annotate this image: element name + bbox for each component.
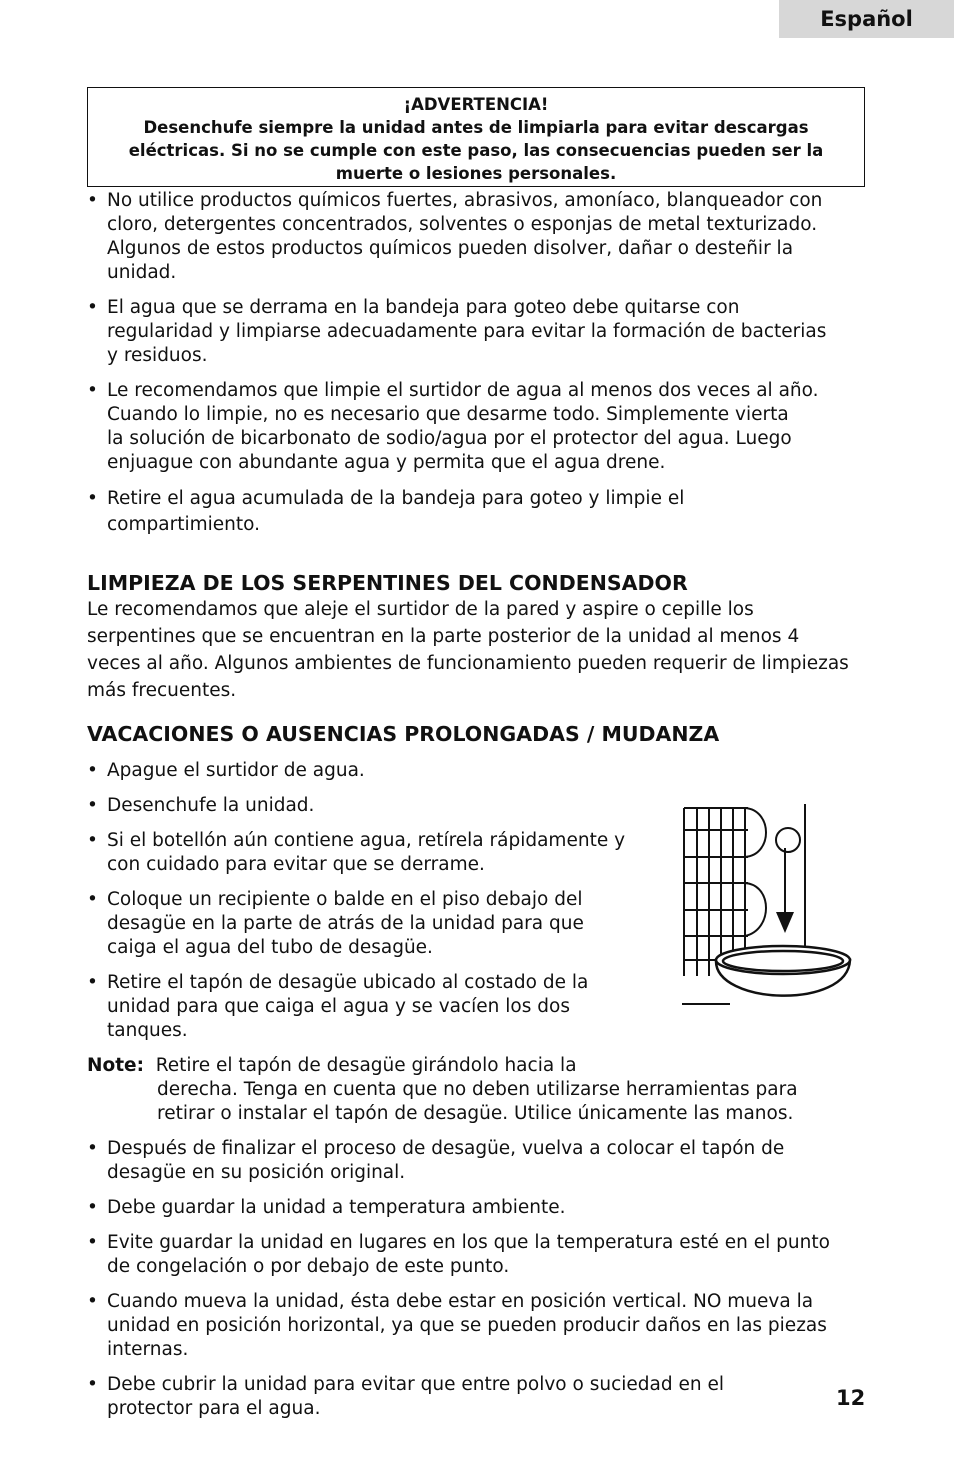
list-item bbox=[87, 1231, 869, 1279]
list-item-line: Algunos de estos productos químicos pueden disolver, dañar o desteñir la bbox=[107, 238, 794, 259]
list-item bbox=[87, 1373, 869, 1421]
page-number: 12 bbox=[836, 1386, 866, 1410]
list-item-line: con cuidado para evitar que se derrame. bbox=[107, 854, 485, 875]
list-item bbox=[87, 1290, 869, 1362]
list-item bbox=[87, 189, 869, 285]
list-item-line: • Retire el agua acumulada de la bandeja para goteo y limpie el bbox=[107, 488, 685, 509]
list-item-line: de congelación o por debajo de este punto. bbox=[107, 1256, 510, 1277]
list-item-line: • El agua que se derrama en la bandeja para goteo debe quitarse con bbox=[107, 297, 740, 318]
list-item-line: tanques. bbox=[107, 1020, 188, 1041]
list-item bbox=[87, 1137, 869, 1185]
list-item-line: • Si el botellón aún contiene agua, retírela rápidamente y bbox=[107, 830, 626, 851]
warning-box bbox=[87, 87, 865, 187]
section-heading-condenser: LIMPIEZA DE LOS SERPENTINES DEL CONDENSADOR bbox=[87, 571, 688, 595]
list-item-line: • Cuando mueva la unidad, ésta debe estar en posición vertical. NO mueva la bbox=[107, 1291, 814, 1312]
language-label: Español bbox=[820, 7, 913, 31]
note-line: retirar o instalar el tapón de desagüe. Utilice únicamente las manos. bbox=[157, 1103, 794, 1124]
list-item-line: enjuague con abundante agua y permita que el agua drene. bbox=[107, 452, 666, 473]
list-item-line: regularidad y limpiarse adecuadamente para evitar la formación de bacterias bbox=[107, 321, 827, 342]
list-item-line: unidad en posición horizontal, ya que se pueden producir daños en las piezas bbox=[107, 1315, 827, 1336]
list-item-line: • Desenchufe la unidad. bbox=[107, 795, 315, 816]
note-line: Retire el tapón de desagüe girándolo hacia la bbox=[155, 1055, 577, 1076]
list-item-line: • Retire el tapón de desagüe ubicado al costado de la bbox=[107, 972, 589, 993]
list-item-line: Cuando lo limpie, no es necesario que desarme todo. Simplemente vierta bbox=[107, 404, 789, 425]
list-item-line: la solución de bicarbonato de sodio/agua por el protector del agua. Luego bbox=[107, 428, 792, 449]
list-item-line: • Debe guardar la unidad a temperatura ambiente. bbox=[107, 1197, 566, 1218]
note-block bbox=[87, 1054, 869, 1126]
paragraph-line: serpentines que se encuentran en la parte posterior de la unidad al menos 4 bbox=[87, 626, 800, 647]
list-item-line: • Después de finalizar el proceso de desagüe, vuelva a colocar el tapón de bbox=[107, 1138, 785, 1159]
section-heading-vacation: VACACIONES O AUSENCIAS PROLONGADAS / MUDANZA bbox=[87, 722, 720, 746]
list-item-line: y residuos. bbox=[107, 345, 208, 366]
condenser-paragraph bbox=[87, 596, 869, 704]
list-item-line: compartimiento. bbox=[107, 514, 260, 535]
list-item-line: • Le recomendamos que limpie el surtidor de agua al menos dos veces al año. bbox=[107, 380, 819, 401]
drain-bowl-illustration-icon bbox=[678, 800, 858, 1010]
list-item-line: • Coloque un recipiente o balde en el piso debajo del bbox=[107, 889, 583, 910]
list-item-line: desagüe en su posición original. bbox=[107, 1162, 406, 1183]
list-item bbox=[87, 759, 869, 783]
list-item bbox=[87, 379, 869, 475]
list-item-line: • Evite guardar la unidad en lugares en los que la temperatura esté en el punto bbox=[107, 1232, 830, 1253]
list-item-line: • Apague el surtidor de agua. bbox=[107, 760, 365, 781]
paragraph-line: veces al año. Algunos ambientes de funcionamiento pueden requerir de limpiezas bbox=[87, 653, 849, 674]
warning-line: muerte o lesiones personales. bbox=[335, 164, 617, 183]
list-item-line: unidad para que caiga el agua y se vacíen los dos bbox=[107, 996, 570, 1017]
paragraph-line: más frecuentes. bbox=[87, 680, 237, 701]
list-item bbox=[87, 296, 869, 368]
paragraph-line: Le recomendamos que aleje el surtidor de la pared y aspire o cepille los bbox=[87, 599, 754, 620]
note-line: derecha. Tenga en cuenta que no deben utilizarse herramientas para bbox=[157, 1079, 798, 1100]
note-label: Note: bbox=[87, 1055, 144, 1076]
list-item-line: • Debe cubrir la unidad para evitar que entre polvo o suciedad en el bbox=[107, 1374, 724, 1395]
warning-title: ¡ADVERTENCIA! bbox=[403, 95, 549, 114]
list-item-line: unidad. bbox=[107, 262, 177, 283]
list-item-line: caiga el agua del tubo de desagüe. bbox=[107, 937, 433, 958]
list-item-line: protector para el agua. bbox=[107, 1398, 321, 1419]
list-item-line: cloro, detergentes concentrados, solventes o esponjas de metal texturizado. bbox=[107, 214, 818, 235]
language-tab bbox=[779, 0, 954, 38]
list-item-line: • No utilice productos químicos fuertes, abrasivos, amoníaco, blanqueador con bbox=[107, 190, 823, 211]
warning-line: Desenchufe siempre la unidad antes de limpiarla para evitar descargas bbox=[143, 118, 809, 137]
warning-line: eléctricas. Si no se cumple con este paso, las consecuencias pueden ser la bbox=[128, 141, 824, 160]
list-item-line: desagüe en la parte de atrás de la unidad para que bbox=[107, 913, 584, 934]
list-item bbox=[87, 1196, 869, 1220]
list-item bbox=[87, 486, 869, 538]
list-item-line: internas. bbox=[107, 1339, 189, 1360]
